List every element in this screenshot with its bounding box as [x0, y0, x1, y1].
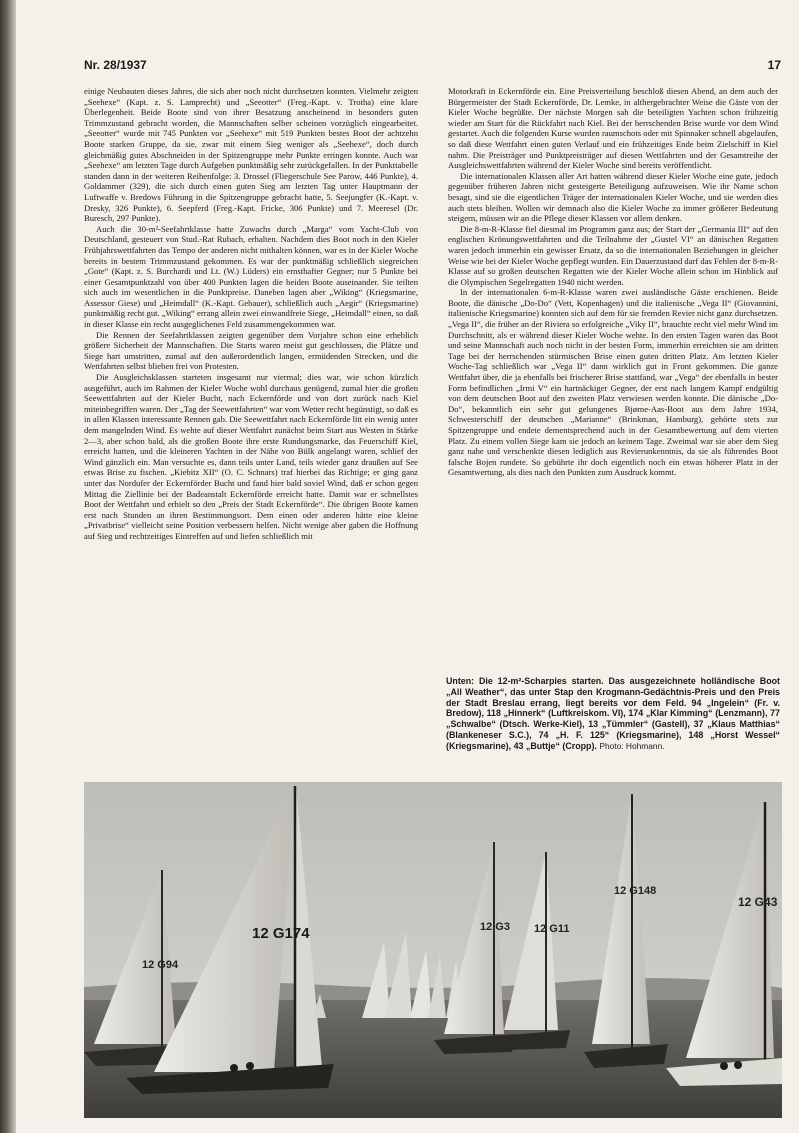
photo-caption [446, 676, 780, 772]
paragraph: einige Neubauten dieses Jahres, die sich aber noch nicht durchsetzen konnten. Vielmehr zeigten „Seehexe“ (Kapt. z. S. Lamprecht) und „Seeotter“ (Freg.-Kapt. v. Trotha) eine klare Überlegenheit. Beide Boote sind von ihrer Besatzung anscheinend in besonders guten Trimmzustand gebracht worden, die Mannschaften selber scheinen vorzüglich eingearbeitet. „Seeotter“ wurde mit 745 Punkten vor „Seehexe“ mit 519 Punkten bestes Boot der achtzehn Boote starken Gruppe, da sie, zwar mit einem Sieg weniger als „Seehexe“, doch durch gleichmäßig gutes Abschneiden in der Spitzengruppe mehr Punkte erringen konnte. Auch war „Seehexe“ am letzten Tage durch Aufgeben punktmäßig sehr zurückgefallen. In der Punkttabelle standen dann in der weiteren Reihenfolge: 3. Drossel (Fliegerschule See Parow, 446 Punkte), 4. Goldammer (329), die sich durch einen guten Sieg am letzten Tag unter Hauptmann der Luftwaffe v. Bredows Führung in die Spitzengruppe gebracht hatte, 5. Seejungfer (K.-Kapt. v. Dresky, 326 Punkte), 6. Seepferd (Freg.-Kapt. Fricke, 306 Punkte) und 7. Meeresel (Dr. Buresch, 297 Punkte). [84, 86, 418, 224]
paragraph: Motorkraft in Eckernförde ein. Eine Preisverteilung beschloß diesen Abend, an dem auch der Bürgermeister der Stadt Eckernförde, Dr. Lemke, in althergebrachter Weise die Gäste von der Kieler Woche begrüßte. Der nächste Morgen sah die beteiligten Yachten schon frühzeitig wieder am Start für die Rückfahrt nach Kiel. Bei der herrschenden Brise wurde vor dem Wind gestartet. Auch die folgenden Kurse wurden raumschots oder mit Spinnaker schnell abgelaufen, so daß diese Wettfahrt einen guten Verlauf und ein frühzeitiges Ende beim Zielschiff in Kiel nahm. Die Preisträger und Punktpreisträger auf diesen Wettfahrten und der Gesamtreihe der Ausgleichswettfahrten während der Kieler Woche sind bereits veröffentlicht. [448, 86, 778, 171]
article-column-right [448, 86, 778, 676]
paragraph: In der internationalen 6-m-R-Klasse waren zwei ausländische Gäste erschienen. Beide Boote, die dänische „Do-Do“ (Vett, Kopenhagen) und die italienische „Vega II“ (Giovannini, italienische Kriegsmarine) konnten sich auf dem für sie fremden Revier nicht ganz durchsetzen. „Vega II“, die früher an der Riviera so erfolgreiche „Viky II“, brauchte recht viel mehr Wind im Durchschnitt, als er während dieser Kieler Woche wehte. In den ersten Tagen waren das Boot und seine Mannschaft auch noch nicht in der besten Form, immerhin erreichten sie am dritten Tage bei der herrschenden stürmischen Brise einen guten dritten Platz. Am letzten Kieler Woche-Tag schließlich war „Vega II“ dann wirklich gut in Front gekommen. Die ganze Wettfahrt über, die ja ebenfalls bei frischerer Brise stattfand, war „Vega“ der ebenfalls in bester Form befindlichen „Irmi V“ ein hartnäckiger Gegner, der erst nach langem Kampf endgültig von dem deutschen Boot auf den zweiten Platz verwiesen werden konnte. Die dänische „Do-Do“, bekanntlich ein sehr gut gelungenes Bjørne-Aas-Boot aus dem Jahre 1934, Schwesterschiff der deutschen „Marianne“ (Brinkman, Hamburg), gehörte stets zur Spitzengruppe und endete dementsprechend auch in der Gesamtbewertung auf dem vierten Platz. Zu einem vollen Siege kam sie jedoch an keinem Tage. Zweimal war sie aber dem Sieg ganz nahe und verschenkte diesen lediglich aus Revierunkenntnis, da sie als führendes Boot falsche Bojen rundete. So gebührte ihr doch eigentlich noch ein etwas höherer Platz in der Gesamtwertung, als dies nach den Punkten zum Ausdruck kommt. [448, 287, 778, 478]
sail-number: 12 G11 [534, 923, 570, 935]
paragraph: Die Ausgleichsklassen starteten insgesamt nur viermal; dies war, wie schon kürzlich ausgeführt, auch im Rahmen der Kieler Woche wohl durchaus genügend, zumal hier die großen Seewettfahrten auf der Kieler Bucht, nach Eckernförde und von dort zurück nach Kiel miteinbegriffen waren. Der „Tag der Seewettfahrten“ war vom Wetter recht begünstigt, so daß es in allen Klassen interessante Rennen gab. Die Seewettfahrt nach Eckernförde litt ein wenig unter dem mangelnden Wind. Es wehte auf dieser Wettfahrt zunächst beim Start aus Westen in Stärke 2—3, aber schon bald, als die großen Boote ihre erste Rundungsmarke, das Feuerschiff Kiel, erreicht hatten, und die kleineren Yachten in der Nähe von Bülk angelangt waren, schlief der Wind gänzlich ein. Man versuchte es, dann teils unter Land, teils wieder ganz draußen auf See etwas Brise zu fischen. „Kiebitz XII“ (O. C. Schnars) traf hierbei das Richtige; er ging ganz unter das Nordufer der Eckernförder Bucht und fand hier bald soviel Wind, daß er schon gegen Mittag die Ziellinie bei der Badeanstalt Eckernförde erreicht hatte. Damit war er schnellstes Boot der Wettfahrt und erhielt so den „Preis der Stadt Eckernförde“. Die übrigen Boote kamen erst nach Stunden an ihren Bestimmungsort. Dem einen oder anderen hätte eine kleine „Privatbrise“ vielleicht seine Position verbessern helfen. Nicht wenige aber gaben die Hoffnung auf Sieg und rechtzeitiges Eintreffen auf und liefen schließlich mit [84, 372, 418, 541]
sail-number: 12 G148 [614, 885, 657, 897]
page-number: 17 [767, 58, 781, 72]
paragraph: Auch die 30-m²-Seefahrtklasse hatte Zuwachs durch „Marga“ vom Yacht-Club von Deutschland, gesteuert von Stud.-Rat Rubach, erhalten. Nachdem dies Boot noch in den Kieler Frühjahrswettfahrten das Tempo der anderen nicht mithalten können, war es in der Kieler Woche bereits in bestem Trimmzustand gekommen. Es war der punktmäßig schließlich siegreichen „Gote“ (Kapt. z. S. Burchardi und Lt. (W.) Lüders) ein ernsthafter Gegner; nur 5 Punkte bei einer Gesamtpunktzahl von über 400 Punkten lagen die beiden Boote auseinander. Sie teilten sich auch im wesentlichen in die Punktpreise. Daneben lagen aber „Wiking“ (Kriegsmarine, Assessor Giese) und „Heimdall“ (K.-Kapt. Gebauer), schließlich auch „Aegir“ (Kriegsmarine) punktmäßig recht gut. „Wiking“ errang allein zwei einwandfreie Siege, „Heimdall“ einen, so daß in dieser Klasse ein recht ausgeglichenes Feld zusammengekommen war. [84, 223, 418, 330]
article-column-left [84, 86, 418, 766]
regatta-photo-drawing [84, 782, 782, 1118]
paragraph: Die internationalen Klassen aller Art hatten während dieser Kieler Woche eine gute, jedoch gegenüber früheren Jahren nicht gesteigerte Beteiligung aufzuweisen. Wie ihr Name schon besagt, sind sie die eigentlichen Träger der internationalen Kieler Woche, und sie werden dies auch stets bleiben. Wollen wir demnach also die Kieler Woche zu immer größerer Bedeutung steigern, müssen wir an die Pflege dieser Klassen vor allem denken. [448, 170, 778, 224]
sail-number: 12 G94 [142, 959, 179, 971]
caption-text: Unten: Die 12-m²-Scharpies starten. Das ausgezeichnete holländische Boot „All Weather“, das unter Stap den Krogmann-Gedächtnis-Preis und den Preis der Stadt Breslau errang, liegt bereits vor dem Feld. 94 „Ingelein“ (Fr. v. Bredow), 118 „Hinnerk“ (Luftkreiskom. VI), 174 „Klar Kimming“ (Lenzmann), 77 „Schwalbe“ (Dtsch. Werke-Kiel), 13 „Tümmler“ (Gastell), 37 „Klaus Matthias“ (Blankeneser S.C.), 74 „H. F. 125“ (Kriegsmarine), 148 „Horst Wessel“ (Kriegsmarine), 43 „Buttje“ (Cropp). [446, 676, 780, 751]
paragraph: Die 8-m-R-Klasse fiel diesmal im Programm ganz aus; der Start der „Germania III“ auf den englischen Krönungswettfahrten und die Teilnahme der „Gustel VI“ an dänischen Regatten waren jedoch immerhin ein gewisser Ersatz, da so die internationalen Beziehungen in gleicher Weise wie bei der Kieler Woche gepflegt wurden. Ein Dauerzustand darf das Fehlen der 8-m-R-Klasse auf so großen deutschen Regatten wie der Kieler Woche allein schon im Hinblick auf die Olympischen Segelregatten 1940 nicht werden. [448, 223, 778, 287]
photo-credit: Photo: Hohmann. [599, 740, 665, 751]
regatta-photo [84, 782, 782, 1118]
sail-number: 12 G174 [252, 925, 310, 942]
binding-edge [0, 0, 16, 1133]
sail-number: 12 G3 [480, 921, 510, 933]
issue-number: Nr. 28/1937 [84, 58, 147, 72]
sail-number: 12 G43 [738, 895, 778, 909]
paragraph: Die Rennen der Seefahrtklassen zeigten gegenüber dem Vorjahre schon eine erheblich größere Sicherheit der Mannschaften. Die Starts waren meist gut geschlossen, die Plätze und Siege hart umstritten, zumal auf den außerordentlich langen, ermüdenden Strecken, und die Wettfahrten selbst blieben frei von Protesten. [84, 329, 418, 372]
